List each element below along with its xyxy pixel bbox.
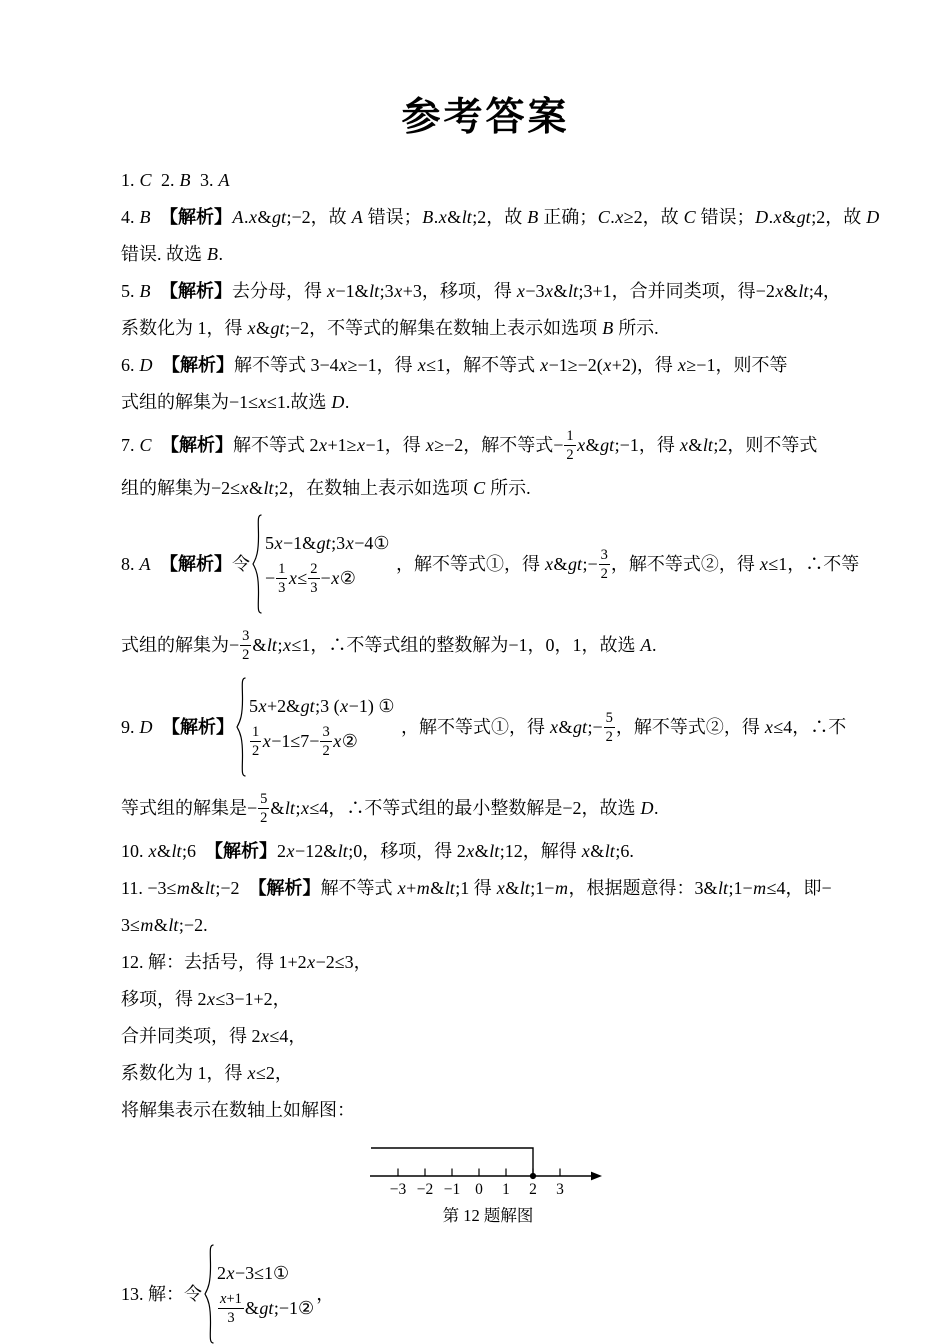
- fraction-numerator: 5: [605, 709, 613, 726]
- text-run: x−1≤7−: [262, 731, 320, 751]
- text-run: x≤: [288, 568, 308, 588]
- numberline-diagram: [368, 1136, 608, 1200]
- fraction-numerator: 1: [252, 724, 260, 740]
- fraction-numerator: 1: [278, 561, 286, 577]
- text-run: 5x+2&gt;3 (x−1) ①: [249, 696, 395, 716]
- system-line: [265, 532, 389, 555]
- text-run: 式组的解集为−1≤x≤1.故选 D.: [121, 392, 350, 412]
- tick-label: 2: [529, 1181, 537, 1198]
- text-run: 等式组的解集是−: [121, 798, 258, 818]
- item-12-line-1: [121, 951, 850, 974]
- item-11-line-2: [121, 914, 850, 937]
- fraction-numerator: 1: [566, 428, 574, 444]
- item-12-line-3: [121, 1025, 850, 1048]
- system-brace: [236, 677, 246, 777]
- fraction-denominator: 2: [242, 647, 250, 663]
- text-run: &lt;x≤1，∴不等式组的整数解为−1，0，1，故选 A.: [252, 635, 657, 655]
- item-4-line-1: [121, 206, 880, 229]
- fraction: [218, 1291, 244, 1326]
- item-10: [121, 840, 850, 863]
- text-run: x&gt;−1，得 x&lt;2，则不等式: [577, 435, 818, 455]
- text-run: 6. D 【解析】解不等式 3−4x≥−1，得 x≤1，解不等式 x−1≥−2(x+2)，得 x≥−1，则不等: [121, 355, 788, 375]
- item-6-line-2: [121, 391, 850, 414]
- tick-label: 1: [502, 1181, 510, 1198]
- answers-section-bottom: [121, 1244, 850, 1344]
- fraction-denominator: 2: [566, 447, 574, 463]
- fraction: [276, 561, 287, 596]
- text-run: ，解不等式①，得 x&gt;−: [391, 553, 598, 574]
- system-lines: [265, 530, 389, 598]
- text-run: ，解不等式②，得 x≤4，∴不: [615, 716, 847, 737]
- item-7-line-1: [121, 428, 850, 463]
- system-line: [249, 724, 358, 759]
- text-run: 系数化为 1，得 x≤2，: [121, 1063, 293, 1083]
- fraction-numerator: 3: [600, 546, 608, 563]
- text-run: 系数化为 1，得 x&gt;−2，不等式的解集在数轴上表示如选项 B 所示.: [121, 318, 659, 338]
- answers-section: [121, 169, 880, 1122]
- fraction-denominator: 2: [252, 743, 260, 759]
- text-run: −x②: [320, 568, 356, 588]
- text-run: 7. C 【解析】解不等式 2x+1≥x−1，得 x≥−2，解不等式−: [121, 435, 564, 455]
- item-13-line-1: [121, 1244, 850, 1344]
- fraction-numerator: x+1: [220, 1291, 242, 1307]
- text-run: &lt;x≤4，∴不等式组的最小整数解是−2，故选 D.: [270, 798, 659, 818]
- text-run: 1. C 2. B 3. A: [121, 170, 230, 190]
- item-5-line-1: [121, 280, 850, 303]
- fraction-denominator: 3: [278, 580, 286, 596]
- inequality-system: [252, 514, 389, 614]
- tick-label: 3: [556, 1181, 564, 1198]
- system-line: [265, 561, 356, 596]
- item-5-line-2: [121, 317, 850, 340]
- text-run: 组的解集为−2≤x&lt;2，在数轴上表示如选项 C 所示.: [121, 478, 531, 498]
- text-run: 10. x&lt;6 【解析】2x−12&lt;0，移项，得 2x&lt;12，解得 x&lt;6.: [121, 841, 634, 861]
- inequality-system: [204, 1244, 314, 1344]
- numberline-figure: [368, 1136, 608, 1200]
- fraction: [240, 628, 251, 663]
- text-run: 合并同类项，得 2x≤4，: [121, 1026, 307, 1046]
- fraction-denominator: 2: [605, 728, 613, 745]
- fraction-numerator: 2: [310, 561, 318, 577]
- item-8-line-1: [121, 514, 860, 614]
- solution-endpoint-dot: [530, 1173, 536, 1179]
- numberline-caption: 第 12 题解图: [442, 1206, 534, 1225]
- text-run: 13. 解：令: [121, 1283, 202, 1304]
- item-6-line-1: [121, 354, 850, 377]
- system-line: [217, 1262, 289, 1285]
- fraction-denominator: 3: [310, 580, 318, 596]
- text-run: 4. B 【解析】A.x&gt;−2，故 A 错误；B.x&lt;2，故 B 正确；C.x≥2，故 C 错误；D.x&gt;2，故 D: [121, 207, 880, 227]
- text-run: 8. A 【解析】令: [121, 553, 250, 574]
- fraction: [258, 791, 269, 826]
- fraction-denominator: 2: [260, 810, 268, 826]
- fraction: [320, 724, 331, 759]
- item-8-line-2: [121, 628, 850, 663]
- fraction-denominator: 3: [227, 1310, 235, 1326]
- fraction-numerator: 3: [322, 724, 330, 740]
- system-brace: [252, 514, 262, 614]
- item-9-line-1: [121, 677, 850, 777]
- fraction: [250, 724, 261, 759]
- system-line: [217, 1291, 314, 1326]
- item-4-line-2: [121, 243, 850, 266]
- item-12-line-4: [121, 1062, 850, 1085]
- numberline-ticks: [390, 1169, 564, 1199]
- text-run: x②: [333, 731, 358, 751]
- text-run: −: [265, 568, 276, 588]
- system-lines: [249, 693, 394, 761]
- numberline-arrow-icon: [591, 1172, 602, 1181]
- text-run: 将解集表示在数轴上如解图：: [121, 1100, 355, 1120]
- item-7-line-2: [121, 477, 850, 500]
- text-run: 12. 解：去括号，得 1+2x−2≤3，: [121, 952, 372, 972]
- system-brace: [204, 1244, 214, 1344]
- text-run: 2x−3≤1①: [217, 1263, 290, 1283]
- text-run: 5. B 【解析】去分母，得 x−1&lt;3x+3，移项，得 x−3x&lt;3+1，合并同类项，得−2x&lt;4，: [121, 281, 841, 301]
- tick-label: −3: [389, 1181, 407, 1198]
- text-run: 式组的解集为−: [121, 635, 240, 655]
- fraction-denominator: 2: [322, 743, 330, 759]
- system-lines: [217, 1260, 314, 1328]
- fraction: [604, 710, 615, 745]
- fraction-numerator: 3: [242, 628, 250, 644]
- inequality-system: [236, 677, 394, 777]
- item-12-line-5: [121, 1099, 850, 1122]
- text-run: 5x−1&gt;3x−4①: [265, 533, 390, 553]
- item-12-line-2: [121, 988, 850, 1011]
- text-run: 错误. 故选 B.: [121, 244, 223, 264]
- fraction-denominator: 2: [600, 565, 608, 582]
- fraction: [308, 561, 319, 596]
- fraction: [564, 428, 575, 463]
- fraction-numerator: 5: [260, 791, 268, 807]
- fraction: [599, 547, 610, 582]
- item-9-line-2: [121, 791, 850, 826]
- tick-label: 0: [475, 1181, 483, 1198]
- system-line: [249, 695, 394, 718]
- text-run: 移项，得 2x≤3−1+2，: [121, 989, 291, 1009]
- text-run: 9. D 【解析】: [121, 716, 234, 737]
- answers-1-3: [121, 169, 850, 192]
- tick-label: −1: [443, 1181, 461, 1198]
- tick-label: −2: [416, 1181, 434, 1198]
- text-run: 3≤m&lt;−2.: [121, 915, 208, 935]
- item-11-line-1: [121, 877, 850, 900]
- text-run: &gt;−1②: [244, 1298, 315, 1318]
- text-run: ，解不等式②，得 x≤1，∴不等: [610, 553, 860, 574]
- text-run: 11. −3≤m&lt;−2 【解析】解不等式 x+m&lt;1 得 x&lt;1−m，根据题意得：3&lt;1−m≤4，即−: [121, 878, 832, 898]
- text-run: ，: [316, 1283, 335, 1304]
- page-title: 参考答案: [401, 96, 570, 139]
- text-run: ，解不等式①，得 x&gt;−: [396, 716, 603, 737]
